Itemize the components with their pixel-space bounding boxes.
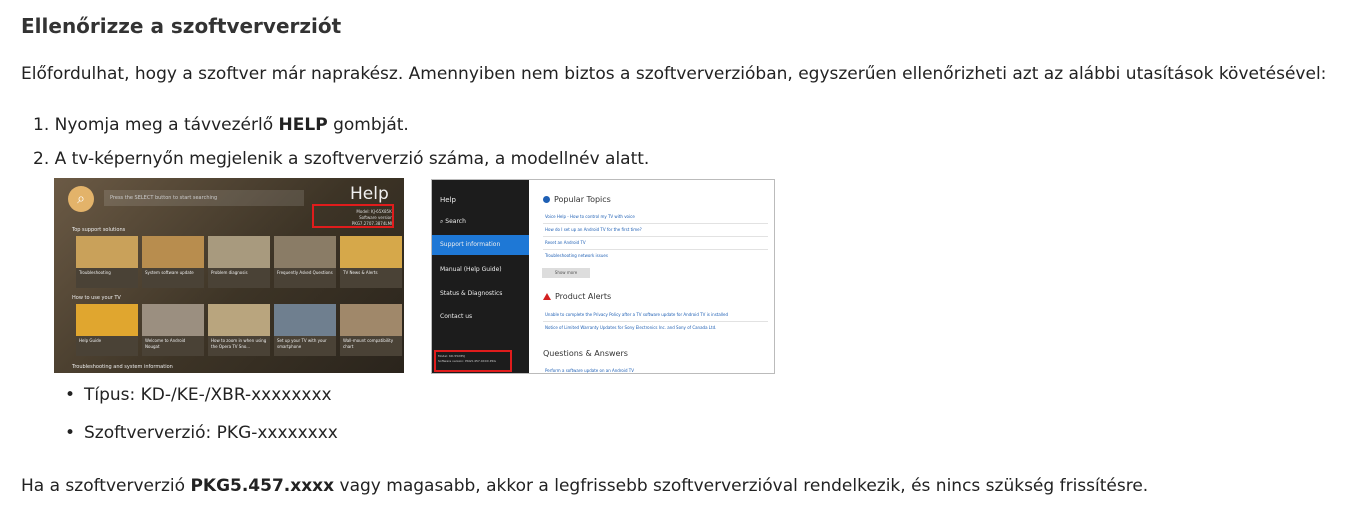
divider bbox=[543, 223, 768, 224]
warning-icon bbox=[543, 293, 551, 300]
version-line: Software version: PKG7.2707.3874LMU bbox=[351, 215, 394, 226]
divider bbox=[543, 321, 768, 322]
intro-text: Előfordulhat, hogy a szoftver már naprakész. Amennyiben nem biztos a szoftververzióban, egyszerűen ellenőrizheti azt az alábbi utasítások követésével: bbox=[21, 64, 1327, 84]
search-bar: Press the SELECT button to start searching bbox=[104, 190, 304, 206]
tile bbox=[76, 236, 138, 288]
tile-caption: Welcome to Android Nougat bbox=[145, 338, 186, 349]
box-text: Model: KD-55X85J Software version: PKG5.457.0XXX.PKG bbox=[438, 354, 496, 363]
section-label: Top support solutions bbox=[72, 227, 126, 233]
popular-topics-heading: Popular Topics bbox=[543, 195, 611, 204]
list-item bbox=[68, 385, 332, 405]
step-2 bbox=[33, 149, 649, 169]
tile-image bbox=[76, 304, 138, 336]
bullet-text: Típus: KD-/KE-/XBR-xxxxxxxx bbox=[84, 385, 332, 405]
divider bbox=[543, 249, 768, 250]
highlight-box bbox=[312, 204, 394, 228]
step-text-end: gombját. bbox=[327, 115, 409, 135]
sidebar-item-search bbox=[440, 218, 466, 226]
search-icon: ⌕ bbox=[68, 186, 94, 212]
step-1 bbox=[33, 115, 409, 135]
help-title: Help bbox=[350, 184, 389, 204]
sidebar bbox=[432, 180, 529, 374]
step-number: 1. bbox=[33, 115, 50, 135]
tile-caption: Help Guide bbox=[79, 338, 102, 343]
section-label: How to use your TV bbox=[72, 295, 121, 301]
qa-heading: Questions & Answers bbox=[543, 349, 628, 358]
tile bbox=[208, 304, 270, 356]
tile-image bbox=[340, 304, 402, 336]
tile-image bbox=[274, 304, 336, 336]
step-text: Nyomja meg a távvezérlő bbox=[54, 115, 279, 135]
step-number: 2. bbox=[33, 149, 50, 169]
search-icon: ⌕ bbox=[440, 218, 444, 225]
model-line: Model: KJ-65X85KF bbox=[356, 209, 394, 214]
tile-image bbox=[208, 304, 270, 336]
version-threshold: PKG5.457.xxxx bbox=[190, 476, 335, 496]
sidebar-item-status: Status & Diagnostics bbox=[440, 290, 503, 297]
popular-link: Voice Help - How to control my TV with voice bbox=[545, 214, 635, 219]
popular-link: Reset an Android TV bbox=[545, 240, 586, 245]
sidebar-item-contact: Contact us bbox=[440, 313, 473, 320]
help-home-screenshot bbox=[54, 178, 404, 373]
tile-image bbox=[76, 236, 138, 268]
list-item bbox=[68, 423, 338, 443]
sidebar-item-label: Search bbox=[445, 218, 466, 225]
tile-caption: Troubleshooting bbox=[79, 270, 111, 275]
tile-image bbox=[142, 304, 204, 336]
tile bbox=[142, 304, 204, 356]
tile bbox=[340, 304, 402, 356]
tile bbox=[76, 304, 138, 356]
tile-caption: System software update bbox=[145, 270, 194, 275]
tile-caption: TV News & Alerts bbox=[343, 270, 378, 275]
outro-start: Ha a szoftververzió bbox=[21, 476, 191, 496]
tile-image bbox=[208, 236, 270, 268]
step-text: A tv-képernyőn megjelenik a szoftververzió száma, a modellnév alatt. bbox=[54, 149, 650, 169]
popular-link: How do I set up an Android TV for the first time? bbox=[545, 227, 642, 232]
qa-link: Perform a software update on an Android TV bbox=[545, 368, 634, 373]
tile bbox=[208, 236, 270, 288]
popular-link: Troubleshooting network issues bbox=[545, 253, 608, 258]
step-key: HELP bbox=[278, 115, 328, 135]
tile bbox=[274, 236, 336, 288]
sidebar-item-support: Support information bbox=[440, 241, 501, 248]
page-title: Ellenőrizze a szoftververziót bbox=[21, 14, 342, 38]
alert-link: Unable to complete the Privacy Policy after a TV software update for Android TV is installed bbox=[545, 312, 729, 317]
tile bbox=[340, 236, 402, 288]
product-alerts-heading: Product Alerts bbox=[543, 292, 611, 301]
help-menu-screenshot bbox=[431, 179, 775, 374]
divider bbox=[543, 236, 768, 237]
tile-caption: How to zoom in when using the Opera TV Sno... bbox=[211, 338, 267, 349]
sidebar-item-manual: Manual (Help Guide) bbox=[440, 266, 502, 273]
show-more-button: Show more bbox=[542, 268, 590, 278]
tile-image bbox=[274, 236, 336, 268]
tile-caption: Set up your TV with your smartphone bbox=[277, 338, 327, 349]
info-icon bbox=[543, 196, 550, 203]
tile-caption: Problem diagnosis bbox=[211, 270, 248, 275]
tile-caption: Wall-mount compatibility chart bbox=[343, 338, 394, 349]
tile bbox=[142, 236, 204, 288]
bullet-text: Szoftververzió: PKG-xxxxxxxx bbox=[84, 423, 338, 443]
tile-caption: Frequently Asked Questions bbox=[277, 270, 333, 275]
sidebar-title: Help bbox=[440, 196, 456, 204]
tile bbox=[274, 304, 336, 356]
outro-text bbox=[21, 476, 1148, 496]
tile-image bbox=[340, 236, 402, 268]
tile-image bbox=[142, 236, 204, 268]
outro-end: vagy magasabb, akkor a legfrissebb szoftververzióval rendelkezik, és nincs szükség frissítésre. bbox=[334, 476, 1149, 496]
section-label: Troubleshooting and system information bbox=[72, 364, 173, 370]
alert-link: Notice of Limited Warranty Updates for Sony Electronics Inc. and Sony of Canada Ltd. bbox=[545, 325, 717, 330]
